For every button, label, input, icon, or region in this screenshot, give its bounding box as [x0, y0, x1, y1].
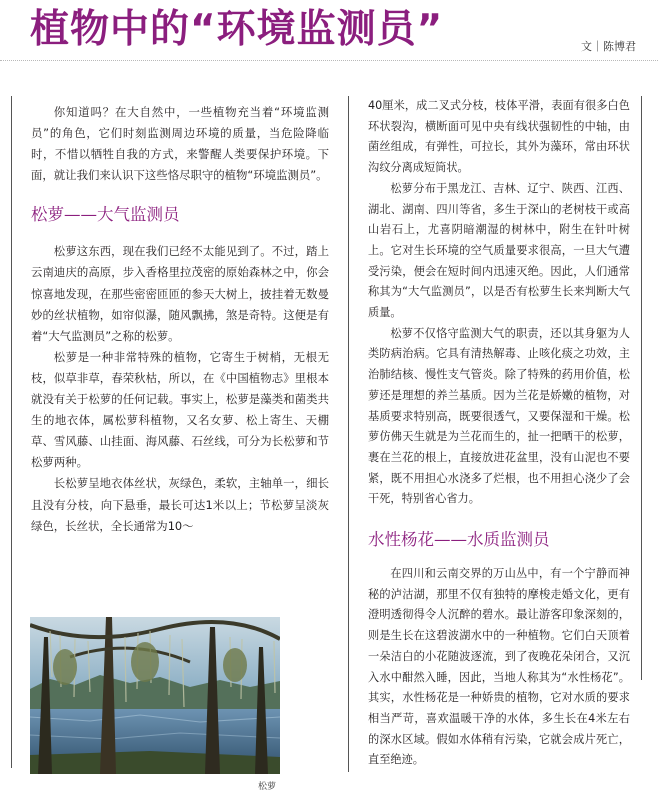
usnea-forest-photo	[30, 617, 280, 774]
body-paragraph: 松萝是一种非常特殊的植物，它寄生于树梢，无根无枝，似草非草，春荣秋枯，所以，在《中国植物志》里根本就没有关于松萝的任何记载。事实上，松萝是藻类和菌类共生的地衣体，属松萝科植物，又名女萝、松上寄生、天棚草、雪风藤、山挂面、海风藤、石丝线，可分为长松萝和节松萝两种。	[31, 349, 329, 470]
left-column-rule	[11, 96, 12, 768]
photo-caption: 松萝	[258, 782, 277, 792]
body-paragraph: 40厘米，成二叉式分枝，枝体平滑，表面有很多白色环状裂沟，横断面可见中央有线状强韧性的中轴，由菌丝组成，有弹性，可拉长，其外为藻环，常由环状沟纹分离成短筒状。	[368, 99, 630, 175]
body-paragraph: 松萝分布于黑龙江、吉林、辽宁、陕西、江西、湖北、湖南、四川等省，多生于深山的老树枝干或高山岩石上，尤喜阴暗潮湿的树林中，附生在针叶树上。它对生长环境的空气质量要求很高，一旦大气遭受污染，便会在短时间内迅速灭绝。因此，人们通常称其为“大气监测员”，以是否有松萝生长来判断大气质量。	[368, 181, 630, 320]
right-column-rule	[641, 96, 642, 680]
header-divider	[0, 60, 658, 61]
center-column-rule	[348, 96, 349, 772]
body-paragraph: 松萝不仅恪守监测大气的职责，还以其身躯为人类防病治病。它具有清热解毒、止咳化痰之功效，主治肺结核、慢性支气管炎。除了特殊的药用价值，松萝还是理想的养兰基质。因为兰花是娇嫩的植物，对基质要求特别高，既要很透气，又要保湿和干燥。松萝仿佛天生就是为兰花而生的，扯一把晒干的松萝，裹在兰花的根上，直接放进花盆里，没有山泥也不要紧，既不用担心水浇多了烂根，也不用担心浇少了会干死，特别省心省力。	[368, 326, 630, 506]
right-column	[368, 96, 630, 771]
body-paragraph: 松萝这东西，现在我们已经不太能见到了。不过，踏上云南迪庆的高原，步入香格里拉茂密的原始森林之中，你会惊喜地发现，在那些密密匝匝的参天大树上，披挂着无数曼妙的丝状植物，如帘似瀑，随风飘拂，煞是奇特。这便是有着“大气监测员”之称的松萝。	[31, 244, 329, 343]
body-paragraph: 长松萝呈地衣体丝状，灰绿色，柔软，主轴单一，细长且没有分枝，向下悬垂，最长可达1米以上；节松萝呈淡灰绿色，长丝状，全长通常为10～	[31, 476, 329, 533]
section-heading-usnea: 松萝——大气监测员	[31, 205, 180, 225]
section-heading-water-flower: 水性杨花——水质监测员	[368, 530, 550, 550]
body-paragraph: 在四川和云南交界的万山丛中，有一个宁静而神秘的泸沽湖，那里不仅有独特的摩梭走婚文化，更有澄明透彻得令人沉醉的碧水。最让游客印象深刻的，则是生长在这碧波湖水中的一种植物。它们白天顶着一朵洁白的小花随波逐流，到了夜晚花朵闭合，又沉入水中酣然入睡，因此，当地人称其为“水性杨花”。其实，水性杨花是一种娇贵的植物，它对水质的要求相当严苛，喜欢温暖干净的水体，多生长在4米左右的深水区域。假如水体稍有污染，它就会成片死亡，直至绝迹。	[368, 567, 630, 767]
author-byline: 文｜陈博君	[581, 40, 636, 53]
left-column	[31, 102, 329, 537]
intro-paragraph: 你知道吗？在大自然中，一些植物充当着“环境监测员”的角色，它们时刻监测周边环境的质量，当危险降临时，不惜以牺牲自我的方式，来警醒人类要保护环境。下面，就让我们来认识下这些恪尽职守的植物“环境监测员”。	[31, 105, 329, 183]
article-title: 植物中的“环境监测员”	[30, 7, 444, 52]
